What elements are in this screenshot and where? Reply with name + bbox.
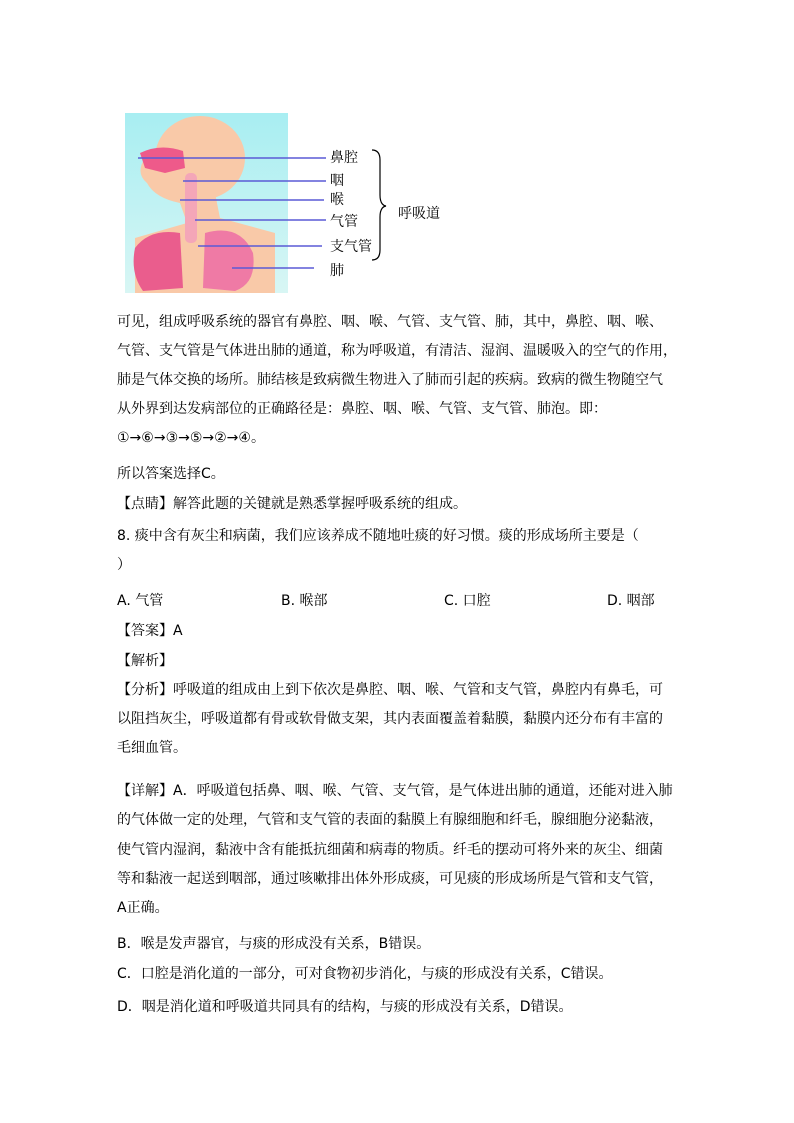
- text-line: 使气管内湿润，黏液中含有能抵抗细菌和病毒的物质。纤毛的摆动可将外来的灰尘、细菌: [117, 842, 663, 858]
- text-line: 的气体做一定的处理，气管和支气管的表面的黏膜上有腺细胞和纤毛，腺细胞分泌黏液，: [117, 812, 663, 828]
- text-line: B．喉是发声器官，与痰的形成没有关系，B错误。: [117, 936, 431, 952]
- option-a: A. 气管: [117, 593, 164, 609]
- text-line: 所以答案选择C。: [117, 466, 225, 482]
- option-c: C. 口腔: [444, 593, 491, 609]
- text-line: 从外界到达发病部位的正确路径是：鼻腔、咽、喉、气管、支气管、肺泡。即：: [117, 401, 607, 417]
- text-line: 等和黏液一起送到咽部，通过咳嗽排出体外形成痰，可见痰的形成场所是气管和支气管，: [117, 871, 663, 887]
- question-stem: ）: [117, 557, 131, 573]
- question-stem: 8. 痰中含有灰尘和病菌，我们应该养成不随地吐痰的好习惯。痰的形成场所主要是（: [117, 528, 639, 544]
- option-b: B. 喉部: [281, 593, 328, 609]
- text-line: D．咽是消化道和呼吸道共同具有的结构，与痰的形成没有关系，D错误。: [117, 999, 573, 1015]
- label-nasal-cavity: 鼻腔: [330, 150, 358, 166]
- label-larynx: 喉: [330, 192, 344, 208]
- text-line: 肺是气体交换的场所。肺结核是致病微生物进入了肺而引起的疾病。致病的微生物随空气: [117, 372, 663, 388]
- text-line: 以阻挡灰尘，呼吸道都有骨或软骨做支架，其内表面覆盖着黏膜，黏膜内还分布有丰富的: [117, 711, 663, 727]
- label-pharynx: 咽: [330, 173, 344, 189]
- text-line: A正确。: [117, 900, 169, 916]
- text-line: ①→⑥→③→⑤→②→④。: [117, 430, 265, 446]
- label-bronchus: 支气管: [330, 239, 372, 255]
- text-line: 气管、支气管是气体进出肺的通道，称为呼吸道，有清洁、湿润、温暖吸入的空气的作用，: [117, 343, 677, 359]
- analysis-heading: 【解析】: [117, 653, 173, 669]
- text-line: 【详解】A．呼吸道包括鼻、咽、喉、气管、支气管，是气体进出肺的通道，还能对进入肺: [117, 783, 673, 799]
- answer-line: 【答案】A: [117, 623, 183, 639]
- label-trachea: 气管: [330, 214, 358, 230]
- label-respiratory-tract: 呼吸道: [398, 206, 440, 222]
- text-line: C．口腔是消化道的一部分，可对食物初步消化，与痰的形成没有关系，C错误。: [117, 966, 613, 982]
- comment-line: 【点睛】解答此题的关键就是熟悉掌握呼吸系统的组成。: [117, 496, 467, 512]
- label-lung: 肺: [330, 263, 344, 279]
- text-line: 可见，组成呼吸系统的器官有鼻腔、咽、喉、气管、支气管、肺，其中，鼻腔、咽、喉、: [117, 314, 663, 330]
- text-line: 毛细血管。: [117, 740, 187, 756]
- option-d: D. 咽部: [607, 593, 655, 609]
- label-lines: [0, 0, 794, 300]
- text-line: 【分析】呼吸道的组成由上到下依次是鼻腔、咽、喉、气管和支气管，鼻腔内有鼻毛，可: [117, 682, 663, 698]
